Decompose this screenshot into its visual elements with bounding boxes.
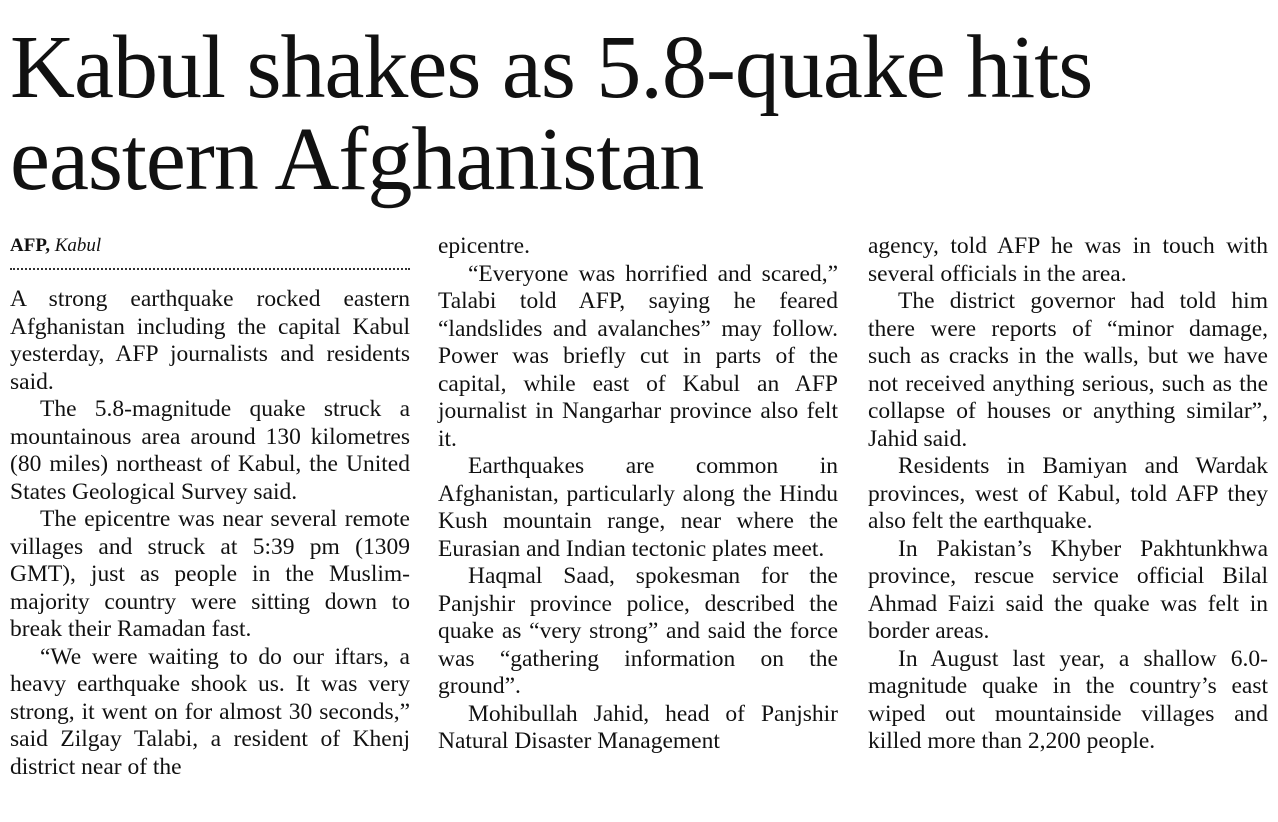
paragraph: Haqmal Saad, spokesman for the Panjshir province police, described the quake as “very strong” and said the force was “gathering information on the ground”. xyxy=(438,563,838,699)
article-column-2 xyxy=(438,233,838,756)
paragraph: Earthquakes are common in Afghanistan, particularly along the Hindu Kush mountain range, near where the Eurasian and Indian tectonic plates meet. xyxy=(438,453,838,562)
paragraph: The epicentre was near several remote villages and struck at 5:39 pm (1309 GMT), just as people in the Muslim-majority country were sitting down to break their Ramadan fast. xyxy=(10,506,410,642)
paragraph: The 5.8-magnitude quake struck a mountainous area around 130 kilometres (80 miles) northeast of Kabul, the United States Geological Survey said. xyxy=(10,396,410,505)
paragraph: The district governor had told him there were reports of “minor damage, such as cracks in the walls, but we have not received anything serious, such as the collapse of houses or anything similar”, Jahid said. xyxy=(868,288,1268,452)
byline-agency: AFP, xyxy=(10,235,50,256)
headline xyxy=(10,18,1270,209)
paragraph: In Pakistan’s Khyber Pakhtunkhwa province, rescue service official Bilal Ahmad Faizi said the quake was felt in border areas. xyxy=(868,535,1268,644)
article-column-3 xyxy=(868,233,1268,756)
paragraph-continuation: epicentre. xyxy=(438,233,530,259)
paragraph: In August last year, a shallow 6.0-magnitude quake in the country’s east wiped out mountainside villages and killed more than 2,200 people. xyxy=(868,645,1268,754)
paragraph-continuation: agency, told AFP he was in touch with several officials in the area. xyxy=(868,233,1268,287)
paragraph: A strong earthquake rocked eastern Afghanistan including the capital Kabul yesterday, AFP journalists and residents said. xyxy=(10,286,410,395)
paragraph: “Everyone was horrified and scared,” Talabi told AFP, saying he feared “landslides and avalanches” may follow. Power was briefly cut in parts of the capital, while east of Kabul an AFP journalist in Nangarhar province also felt it. xyxy=(438,260,838,452)
paragraph: “We were waiting to do our iftars, a heavy earthquake shook us. It was very strong, it went on for almost 30 seconds,” said Zilgay Talabi, a resident of Khenj district near of the xyxy=(10,643,410,780)
byline xyxy=(10,234,410,258)
paragraph: Residents in Bamiyan and Wardak provinces, west of Kabul, told AFP they also felt the earthquake. xyxy=(868,453,1268,534)
headline-line-1: Kabul shakes as 5.8-quake hits xyxy=(10,18,1093,117)
byline-divider xyxy=(10,268,410,270)
paragraph: Mohibullah Jahid, head of Panjshir Natural Disaster Management xyxy=(438,700,838,754)
byline-place: Kabul xyxy=(54,235,102,256)
article-column-1 xyxy=(10,286,410,781)
headline-line-2: eastern Afghanistan xyxy=(10,110,704,209)
